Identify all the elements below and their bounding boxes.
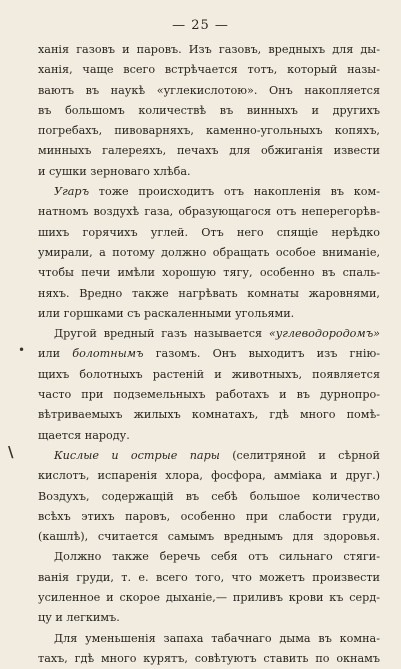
italic-term-kislye: Кислые и острые пары [54,448,220,462]
italic-term-ugar: Угаръ [54,185,90,199]
text-line-1: ханія газовъ и паровъ. Изъ газовъ, вредныхъ для ды- [38,43,380,56]
text-line-4: въ большомъ количествѣ въ винныхъ и другихъ [38,103,380,117]
page-number: — 25 — [172,18,229,33]
text-line-6: минныхъ галереяхъ, печахъ для обжиганія извести [38,144,380,158]
text-line-5: погребахъ, пивоварняхъ, каменно-угольныхъ копяхъ, [38,124,380,138]
text-line-21: Кислые и острые пары (селитряной и сѣрной [54,448,380,462]
text-line-13: няхъ. Вредно также нагрѣвать комнаты жаровнями, [38,286,380,300]
text-line-22: кислотъ, испаренія хлора, фосфора, амміака и друг.) [38,469,380,483]
text-line-29: цу и легкимъ. [38,611,120,625]
text-line-15: Другой вредный газъ называется «углеводородомъ» [54,327,380,341]
text-line-31: тахъ, гдѣ много курятъ, совѣтуютъ ставить по окнамъ [38,651,380,665]
text-line-17: щихъ болотныхъ растеній и животныхъ, появляется [38,367,380,381]
text-line-2: ханія, чаще всего встрѣчается тотъ, который назы- [38,63,380,77]
text-line-7: и сушки зерноваго хлѣба. [38,164,191,178]
text-line-26: Должно также беречь себя отъ сильнаго стяги- [54,550,380,564]
text-line-18: часто при подземельныхъ работахъ и въ дурнопро- [38,388,380,402]
text-line-19: вѣтриваемыхъ жилыхъ комнатахъ, гдѣ много помѣ- [38,408,380,422]
text-line-28: усиленное и скорое дыханіе,— приливъ крови къ серд- [38,591,380,605]
text-line-3: ваютъ въ наукѣ «углекислотою». Онъ накопляется [38,83,380,97]
margin-tick-mark: \ [8,443,14,461]
text-line-24: всѣхъ этихъ паровъ, особенно при слабости груди, [38,509,380,523]
text-line-16: или болотнымъ газомъ. Онъ выходитъ изъ гнію- [38,347,380,361]
text-line-20: щается народу. [38,428,130,442]
text-line-27: ванія груди, т. е. всего того, что можетъ произвести [38,570,380,584]
text-line-11: умирали, а потому должно обращать особое вниманіе, [38,245,380,259]
text-line-25: (кашлѣ), считается самымъ вреднымъ для здоровья. [38,530,380,544]
italic-term-uglevodorod: «углеводородомъ» [268,327,380,341]
text-line-12: чтобы печи имѣли хорошую тягу, особенно въ спаль- [38,266,380,280]
text-line-30: Для уменьшенія запаха табачнаго дыма въ комна- [54,631,380,645]
text-line-10: шихъ горячихъ углей. Отъ него спящіе нерѣдко [38,225,380,239]
italic-term-bolotnym: болотнымъ [72,347,144,361]
text-line-14: или горшками съ раскаленными угольями. [38,306,295,320]
text-line-8: Угаръ тоже происходитъ отъ накопленія въ ком- [54,185,380,199]
text-line-23: Воздухъ, содержащій въ себѣ большое количество [38,489,380,503]
body-text [38,40,380,669]
margin-dot-mark: • [18,343,26,357]
text-line-9: натномъ воздухѣ газа, образующагося отъ неперегорѣв- [38,205,380,219]
